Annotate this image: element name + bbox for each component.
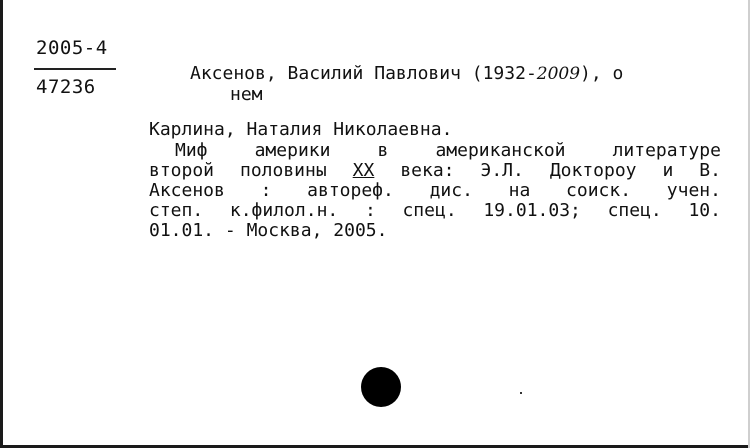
title-line [149, 221, 721, 241]
title-word: литературе [612, 140, 721, 161]
title-word: Миф [175, 140, 208, 161]
title-word: 19.01.03; [483, 200, 581, 221]
shelf-year-code: 2005-4 [36, 37, 108, 59]
title-word: на [508, 180, 531, 201]
title-word: половины [240, 160, 327, 181]
title-word: соиск. [566, 180, 632, 201]
title-word: дис. [429, 180, 473, 201]
title-line [149, 181, 721, 201]
title-word: спец. [402, 200, 457, 221]
title-word: : [364, 200, 376, 221]
title-statement [149, 141, 721, 241]
card-left-edge [0, 0, 3, 448]
title-word: - [224, 220, 236, 241]
title-word: В. [699, 160, 721, 181]
title-word: американской [435, 140, 566, 161]
title-word: Доктороу [549, 160, 637, 181]
subject-heading-prefix: Аксенов, Василий Павлович (1932- [190, 63, 537, 84]
record-author: Карлина, Наталия Николаевна. [149, 119, 453, 140]
title-line [149, 201, 721, 221]
inventory-number: 47236 [36, 76, 96, 98]
title-word: 2005. [333, 220, 388, 241]
paper-speck [520, 392, 522, 394]
title-word: степ. [149, 200, 204, 221]
title-word: и [662, 160, 674, 181]
title-word: Аксенов [149, 180, 225, 201]
title-word: Москва, [246, 220, 323, 241]
title-word: к.филол.н. [229, 200, 339, 221]
punch-hole [361, 367, 401, 407]
title-word: : [260, 180, 272, 201]
title-word: второй [149, 160, 215, 181]
title-word: 10. [688, 200, 721, 221]
title-word: в [377, 140, 389, 161]
subject-heading-suffix: ), о [580, 63, 624, 84]
subject-heading [190, 63, 623, 84]
title-word: Э.Л. [480, 160, 524, 181]
title-word: америки [254, 140, 331, 161]
title-word: учен. [666, 180, 721, 201]
title-line [149, 161, 721, 181]
subject-heading-continuation: нем [230, 84, 263, 105]
title-word: спец. [607, 200, 662, 221]
title-word: 01.01. [149, 220, 215, 241]
title-line [149, 141, 721, 161]
handwritten-death-year: 2009 [536, 64, 581, 84]
century-numeral: XX [352, 160, 375, 181]
title-word: автореф. [307, 180, 394, 201]
shelf-divider [34, 68, 116, 70]
title-word: века: [400, 160, 455, 181]
